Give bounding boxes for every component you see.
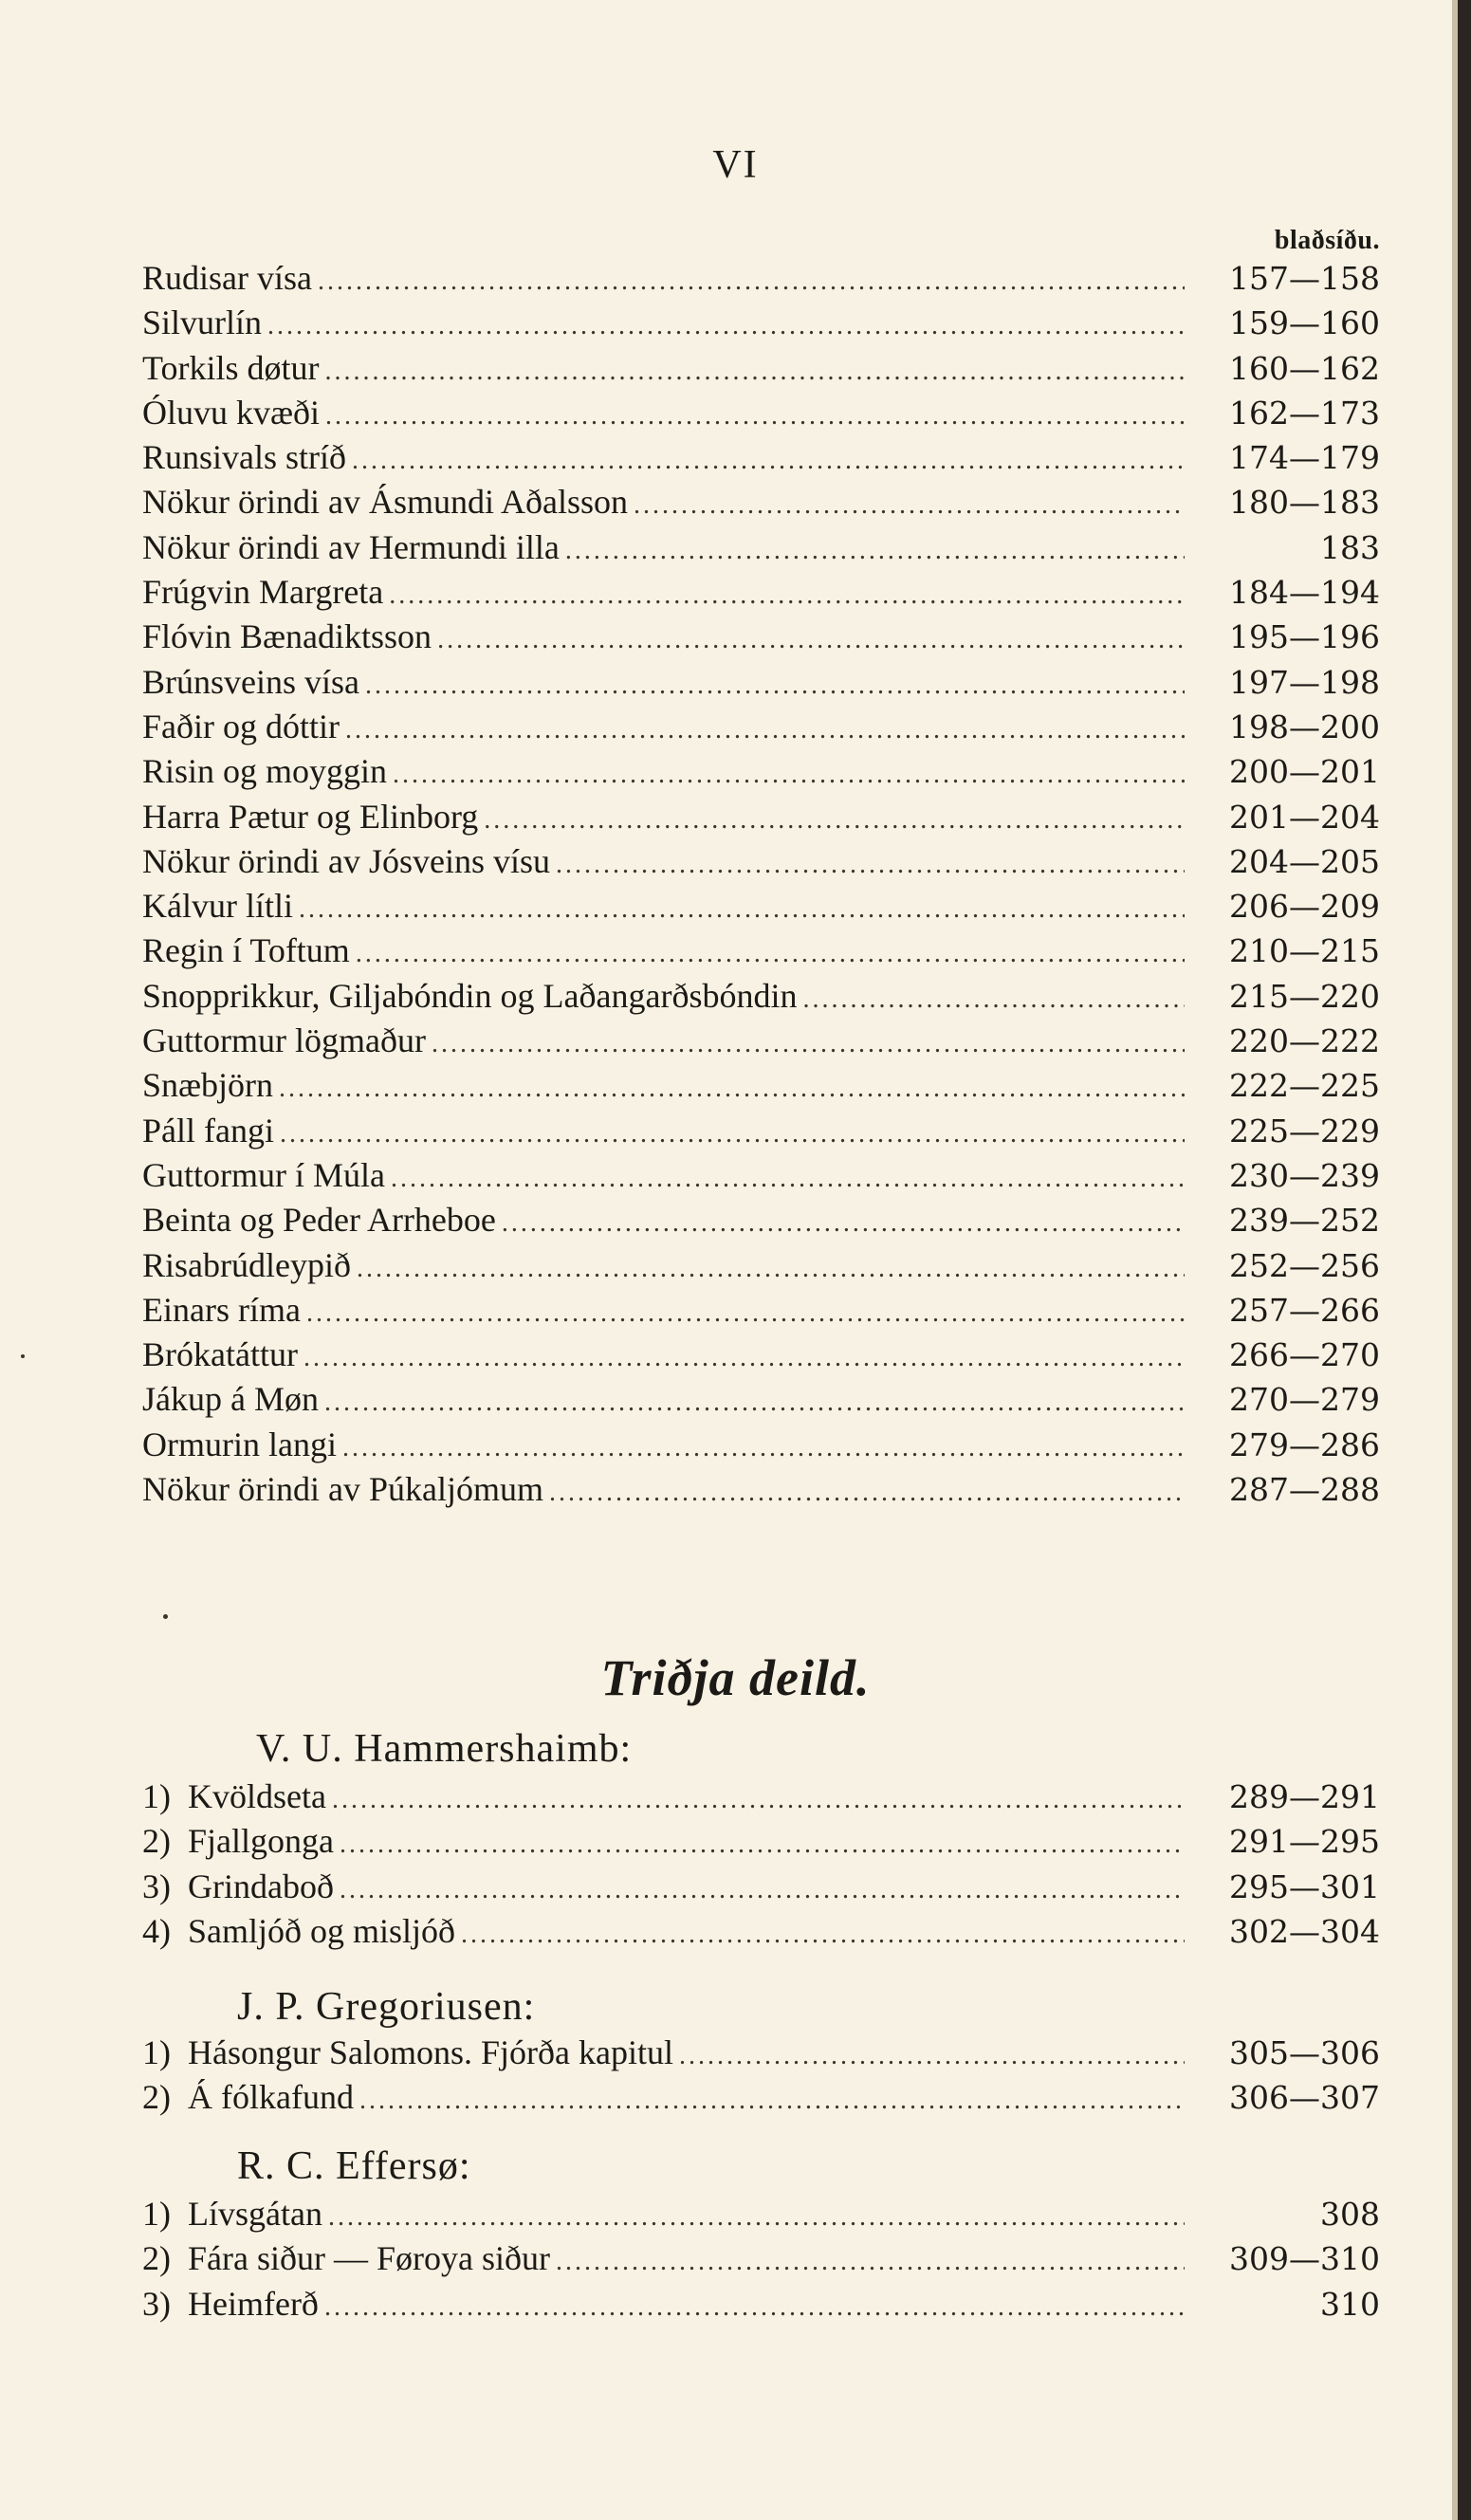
- entry-title: Brókatáttur: [142, 1335, 298, 1374]
- entry-title: Snopprikkur, Giljabóndin og Laðangarðsbóndin: [142, 976, 798, 1015]
- entry-title: Rudisar vísa: [142, 259, 312, 297]
- entry-pages: 239—252: [1229, 1202, 1380, 1240]
- entry-pages: 310: [1320, 2285, 1380, 2323]
- toc-entry: [142, 1377, 1380, 1422]
- entry-title: Risabrúdleypið: [142, 1245, 351, 1284]
- entry-title: Torkils døtur: [142, 348, 320, 387]
- entry-pages: 180—183: [1229, 484, 1380, 522]
- dot-leader: [340, 1822, 1185, 1867]
- entry-pages: 309—310: [1229, 2240, 1380, 2278]
- dot-leader: [356, 931, 1185, 976]
- toc-entry: [142, 615, 1380, 659]
- toc-entry: [142, 570, 1380, 615]
- entry-pages: 257—266: [1229, 1291, 1380, 1329]
- entry-number: 2): [142, 1822, 171, 1861]
- toc-entry: [142, 749, 1380, 794]
- toc-entry: [142, 480, 1380, 524]
- toc-entry: [142, 839, 1380, 884]
- toc-entry: [142, 1243, 1380, 1288]
- entry-title: Ormurin langi: [142, 1425, 337, 1463]
- dot-leader: [352, 438, 1185, 483]
- entry-pages: 197—198: [1229, 663, 1380, 701]
- entry-pages: 159—160: [1229, 304, 1380, 342]
- dot-leader: [324, 1380, 1185, 1425]
- author-heading: R. C. Effersø:: [237, 2144, 471, 2188]
- entry-pages: 270—279: [1229, 1381, 1380, 1419]
- entry-title: Snæbjörn: [142, 1066, 274, 1105]
- entry-title: Faðir og dóttir: [142, 707, 340, 745]
- entry-title: Guttormur í Múla: [142, 1155, 385, 1194]
- dot-leader: [802, 977, 1185, 1021]
- author-works-list: [142, 1775, 1380, 1954]
- toc-entry: [142, 974, 1380, 1019]
- toc-entry: [142, 1288, 1380, 1333]
- toc-entry: [142, 2075, 1380, 2120]
- entry-number: 2): [142, 2239, 171, 2278]
- entry-title: Nökur örindi av Púkaljómum: [142, 1470, 543, 1509]
- entry-pages: 210—215: [1229, 932, 1380, 970]
- entry-pages: 220—222: [1229, 1022, 1380, 1060]
- entry-pages: 305—306: [1229, 2034, 1380, 2071]
- entry-pages: 215—220: [1229, 977, 1380, 1015]
- toc-entry: [142, 2236, 1380, 2281]
- dot-leader: [679, 2033, 1185, 2078]
- toc-entry: [142, 1865, 1380, 1909]
- dot-leader: [359, 2078, 1185, 2123]
- entry-pages: 184—194: [1229, 574, 1380, 612]
- entry-pages: 252—256: [1229, 1246, 1380, 1284]
- entry-number: 4): [142, 1911, 171, 1950]
- entry-pages: 174—179: [1229, 439, 1380, 477]
- dot-leader: [279, 1066, 1185, 1111]
- paper-speck: [21, 1354, 25, 1358]
- entry-title: Nökur örindi av Ásmundi Aðalsson: [142, 483, 628, 522]
- dot-leader: [634, 483, 1185, 527]
- dot-leader: [556, 842, 1185, 887]
- entry-pages: 195—196: [1229, 618, 1380, 656]
- toc-entry: [142, 1063, 1380, 1108]
- toc-entry: [142, 705, 1380, 749]
- toc-entry: [142, 884, 1380, 929]
- entry-title: Beinta og Peder Arrheboe: [142, 1201, 496, 1240]
- toc-entry: [142, 929, 1380, 973]
- entry-pages: 183: [1320, 528, 1380, 566]
- dot-leader: [299, 887, 1185, 931]
- dot-leader: [318, 259, 1185, 304]
- paper-speck: [163, 1614, 168, 1619]
- entry-pages: 198—200: [1229, 708, 1380, 745]
- entry-title: Óluvu kvæði: [142, 393, 321, 432]
- toc-entry: [142, 1198, 1380, 1242]
- dot-leader: [332, 1777, 1185, 1822]
- dot-leader: [393, 752, 1185, 797]
- page-edge: [1458, 0, 1471, 2520]
- entry-pages: 157—158: [1229, 260, 1380, 297]
- author-works-list: [142, 2192, 1380, 2327]
- entry-title: Harra Pætur og Elinborg: [142, 797, 479, 836]
- toc-entry: [142, 1109, 1380, 1153]
- entry-pages: 291—295: [1229, 1823, 1380, 1861]
- toc-entry: [142, 301, 1380, 345]
- table-of-contents: [142, 256, 1380, 1512]
- entry-pages: 266—270: [1229, 1336, 1380, 1374]
- dot-leader: [565, 528, 1185, 573]
- entry-pages: 206—209: [1229, 888, 1380, 926]
- entry-number: 2): [142, 2078, 171, 2117]
- entry-title: Grindaboð: [188, 1867, 334, 1905]
- entry-number: 3): [142, 1867, 171, 1905]
- toc-entry: [142, 391, 1380, 435]
- entry-title: Nökur örindi av Jósveins vísu: [142, 841, 550, 880]
- dot-leader: [365, 663, 1185, 708]
- toc-entry: [142, 1819, 1380, 1864]
- dot-leader: [325, 394, 1185, 438]
- dot-leader: [432, 1021, 1185, 1066]
- entry-pages: 302—304: [1229, 1912, 1380, 1950]
- dot-leader: [345, 708, 1185, 752]
- dot-leader: [340, 1867, 1185, 1912]
- entry-title: Kvöldseta: [188, 1777, 326, 1815]
- dot-leader: [328, 2195, 1185, 2239]
- page-number: VI: [712, 143, 759, 187]
- toc-entry: [142, 1423, 1380, 1467]
- entry-title: Heimferð: [188, 2284, 319, 2323]
- toc-entry: [142, 1333, 1380, 1377]
- entry-number: 1): [142, 1777, 171, 1815]
- entry-title: Brúnsveins vísa: [142, 662, 359, 701]
- entry-pages: 287—288: [1229, 1471, 1380, 1509]
- dot-leader: [303, 1335, 1185, 1380]
- dot-leader: [342, 1426, 1185, 1470]
- toc-entry: [142, 795, 1380, 839]
- toc-entry: [142, 1019, 1380, 1063]
- dot-leader: [502, 1201, 1185, 1245]
- entry-title: Einars ríma: [142, 1290, 301, 1329]
- entry-pages: 204—205: [1229, 842, 1380, 880]
- dot-leader: [306, 1291, 1185, 1335]
- entry-title: Samljóð og misljóð: [188, 1911, 456, 1950]
- dot-leader: [389, 573, 1185, 617]
- dot-leader: [391, 1156, 1185, 1201]
- toc-entry: [142, 2282, 1380, 2327]
- entry-pages: 201—204: [1229, 798, 1380, 836]
- entry-title: Jákup á Møn: [142, 1380, 319, 1419]
- toc-entry: [142, 1467, 1380, 1512]
- entry-title: Kálvur lítli: [142, 887, 293, 926]
- entry-title: Silvurlín: [142, 304, 263, 342]
- entry-number: 3): [142, 2284, 171, 2323]
- entry-title: Guttormur lögmaður: [142, 1021, 426, 1060]
- toc-entry: [142, 1909, 1380, 1954]
- toc-entry: [142, 1153, 1380, 1198]
- entry-pages: 306—307: [1229, 2079, 1380, 2117]
- author-works-list: [142, 2031, 1380, 2121]
- entry-pages: 289—291: [1229, 1778, 1380, 1815]
- entry-title: Páll fangi: [142, 1111, 274, 1150]
- entry-number: 1): [142, 2195, 171, 2233]
- author-heading: V. U. Hammershaimb:: [256, 1727, 633, 1771]
- toc-entry: [142, 2192, 1380, 2236]
- toc-entry: [142, 346, 1380, 391]
- entry-pages: 295—301: [1229, 1867, 1380, 1905]
- dot-leader: [549, 1470, 1185, 1515]
- dot-leader: [556, 2239, 1185, 2284]
- entry-title: Flóvin Bænadiktsson: [142, 617, 432, 656]
- entry-title: Fára siður — Føroya siður: [188, 2239, 550, 2278]
- entry-pages: 222—225: [1229, 1067, 1380, 1105]
- entry-pages: 160—162: [1229, 349, 1380, 387]
- section-title: Triðja deild.: [600, 1649, 871, 1706]
- toc-entry: [142, 660, 1380, 705]
- author-heading: J. P. Gregoriusen:: [237, 1985, 536, 2029]
- dot-leader: [461, 1912, 1185, 1957]
- entry-pages: 162—173: [1229, 394, 1380, 432]
- entry-title: Á fólkafund: [188, 2078, 354, 2117]
- entry-title: Lívsgátan: [188, 2195, 322, 2233]
- entry-title: Nökur örindi av Hermundi illa: [142, 527, 560, 566]
- dot-leader: [437, 617, 1185, 662]
- toc-entry: [142, 1775, 1380, 1819]
- toc-entry: [142, 256, 1380, 301]
- entry-number: 1): [142, 2033, 171, 2071]
- entry-pages: 225—229: [1229, 1112, 1380, 1150]
- entry-title: Hásongur Salomons. Fjórða kapitul: [188, 2033, 673, 2071]
- dot-leader: [324, 2285, 1185, 2329]
- pages-column-label: blaðsíðu.: [1274, 226, 1380, 255]
- toc-entry: [142, 525, 1380, 570]
- entry-pages: 308: [1320, 2196, 1380, 2233]
- entry-title: Regin í Toftum: [142, 931, 350, 970]
- entry-pages: 279—286: [1229, 1426, 1380, 1463]
- entry-title: Fjallgonga: [188, 1822, 334, 1861]
- entry-pages: 200—201: [1229, 753, 1380, 791]
- entry-pages: 230—239: [1229, 1156, 1380, 1194]
- dot-leader: [324, 349, 1185, 394]
- entry-title: Risin og moyggin: [142, 752, 388, 791]
- toc-entry: [142, 435, 1380, 480]
- entry-title: Runsivals stríð: [142, 438, 347, 477]
- dot-leader: [357, 1246, 1185, 1291]
- dot-leader: [267, 304, 1185, 348]
- dot-leader: [484, 798, 1185, 842]
- dot-leader: [280, 1112, 1185, 1156]
- entry-title: Frúgvin Margreta: [142, 573, 384, 612]
- toc-entry: [142, 2031, 1380, 2075]
